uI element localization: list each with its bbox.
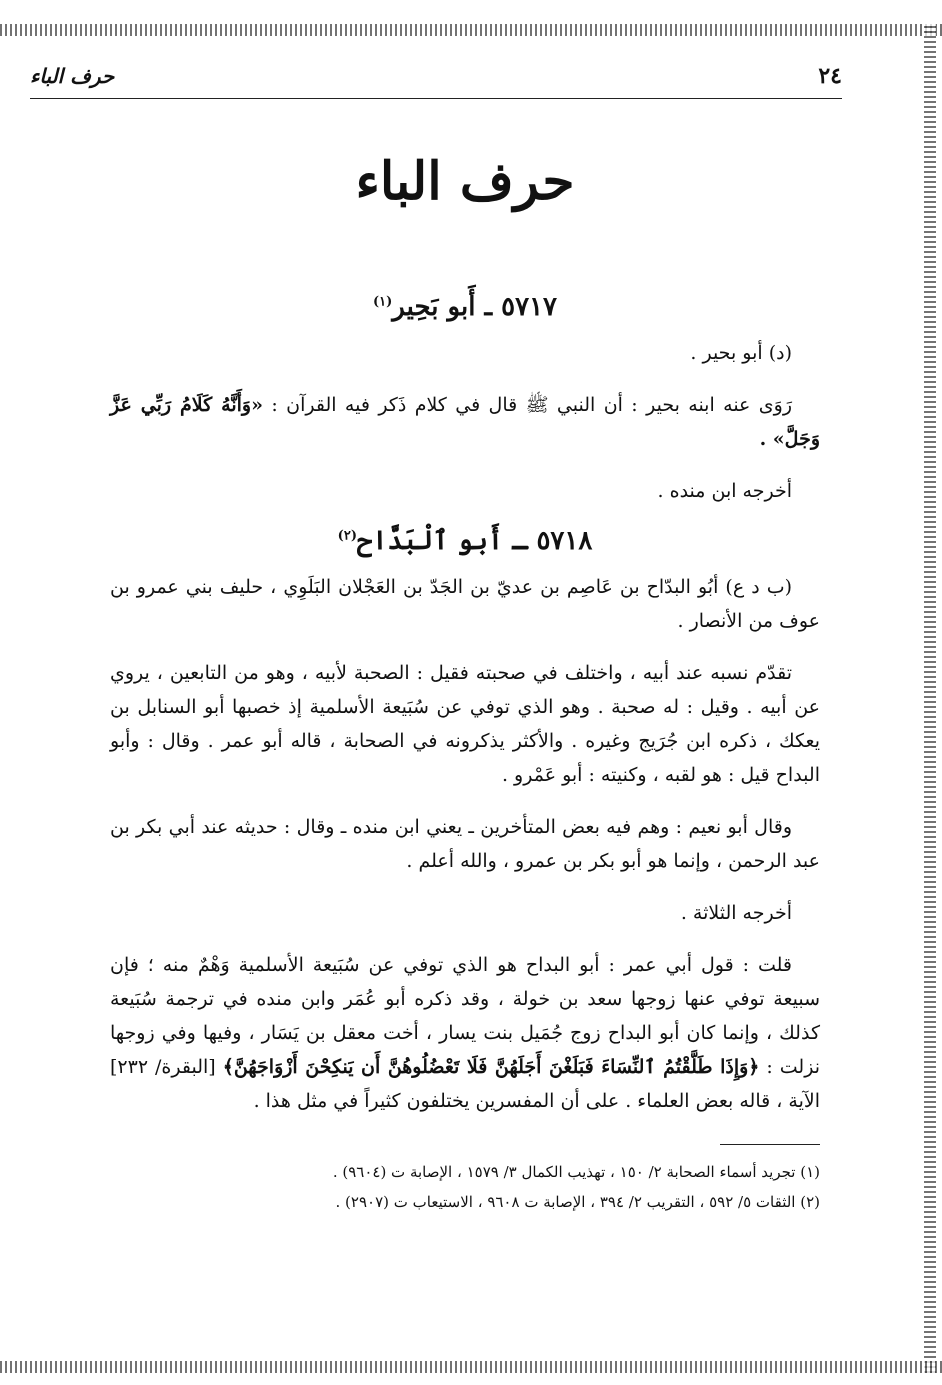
paragraph-text: رَوَى عنه ابنه بحير : أن النبي ﷺ قال في كلام ذَكر فيه القرآن :: [271, 394, 792, 416]
entry-paragraph: وقال أبو نعيم : وهم فيه بعض المتأخرين ـ يعني ابن منده ـ وقال : حديثه عند أبي بكر بن عبد الرحمن ، وإنما هو أبو بكر بن عمرو ، والله أعلم .: [110, 816, 820, 872]
page: [30, 60, 842, 1217]
footnote-ref: (١): [372, 294, 393, 310]
entry-paragraph: أخرجه ابن منده .: [657, 480, 792, 502]
entry-paragraph: [110, 948, 820, 1118]
page-number: ٢٤: [818, 63, 842, 89]
chapter-title: حرف الباء: [355, 151, 575, 212]
quoted-hadith: «وَأَنَّهُ كَلَامُ رَبِّي عَزَّ وَجَلَّ» .: [110, 394, 820, 450]
footnote-ref: (٢): [337, 528, 357, 544]
running-title: حرف الباء: [30, 64, 115, 88]
paragraph-text: [البقرة/ ٢٣٢] الآية ، قاله بعض العلماء . على أن المفسرين يختلفون كثيراً في مثل هذا .: [110, 1056, 820, 1112]
entry-title-text: ٥٧١٧ ـ أَبو بَحِير: [392, 292, 558, 322]
entry-paragraph: أخرجه الثلاثة .: [680, 902, 792, 924]
entry-paragraph: [110, 388, 820, 456]
running-header: [30, 60, 842, 99]
entry-title-text: ٥٧١٨ ـ أَبو ٱلْبَدَّاح: [356, 526, 593, 556]
footnote-divider: [720, 1144, 820, 1145]
entry-paragraph: تقدّم نسبه عند أبيه ، واختلف في صحبته فقيل : الصحبة لأبيه ، وهو من التابعين ، يروي عن أبيه . وقيل : له صحبة . وهو الذي توفي عن سُبَيعة الأسلمية إذ خصبها أبو السنابل بن يعكك ، ذكره ابن جُرَيج وغيره . والأكثر يذكرونه في الصحابة ، قاله أبو عمر . وقال : وأبو البداح قيل : هو لقبه ، وكنيته : أبو عَمْرو .: [110, 662, 820, 786]
decorative-border-bottom: [0, 1361, 942, 1373]
entry-5717: [110, 292, 820, 508]
entry-paragraph: (د) أبو بحير .: [690, 342, 792, 364]
footnote: (١) تجريد أسماء الصحابة ٢/ ١٥٠ ، تهذيب الكمال ٣/ ١٥٧٩ ، الإصابة ت (٩٦٠٤) .: [332, 1163, 820, 1181]
footnotes: [110, 1157, 820, 1217]
decorative-border-right: [924, 24, 936, 1373]
entry-paragraph: (ب د ع) أبُو البدّاح بن عَاصِم بن عديّ بن الجَدّ بن العَجْلان البَلَوِي ، حليف بني عمرو بن عوف من الأنصار .: [110, 576, 820, 632]
quran-verse: ﴿وَإِذَا طَلَّقْتُمُ ٱلنِّسَاءَ فَبَلَغْنَ أَجَلَهُنَّ فَلَا تَعْضُلُوهُنَّ أَن يَنكِحْنَ أَزْوَاجَهُنَّ﴾: [222, 1056, 760, 1078]
entry-title: [110, 292, 820, 322]
entry-5718: [110, 526, 820, 1118]
entry-title: [110, 526, 820, 556]
decorative-border-top: [0, 24, 942, 36]
paragraph-text: قلت : قول أبي عمر : أبو البداح هو الذي توفي عن سُبَيعة الأسلمية وَهْمٌ منه ؛ فإن سبيعة توفي عنها زوجها سعد بن خولة ، وقد ذكره أبو عُمَر وابن منده في ترجمة سُبَيعة كذلك ، وإنما كان أبو البداح زوج جُمَيل بنت يسار ، أخت معقل بن يَسَار ، وفيها وفي زوجها نزلت :: [110, 954, 820, 1078]
footnote: (٢) الثقات ٥/ ٥٩٢ ، التقريب ٢/ ٣٩٤ ، الإصابة ت ٩٦٠٨ ، الاستيعاب ت (٢٩٠٧) .: [335, 1193, 820, 1211]
